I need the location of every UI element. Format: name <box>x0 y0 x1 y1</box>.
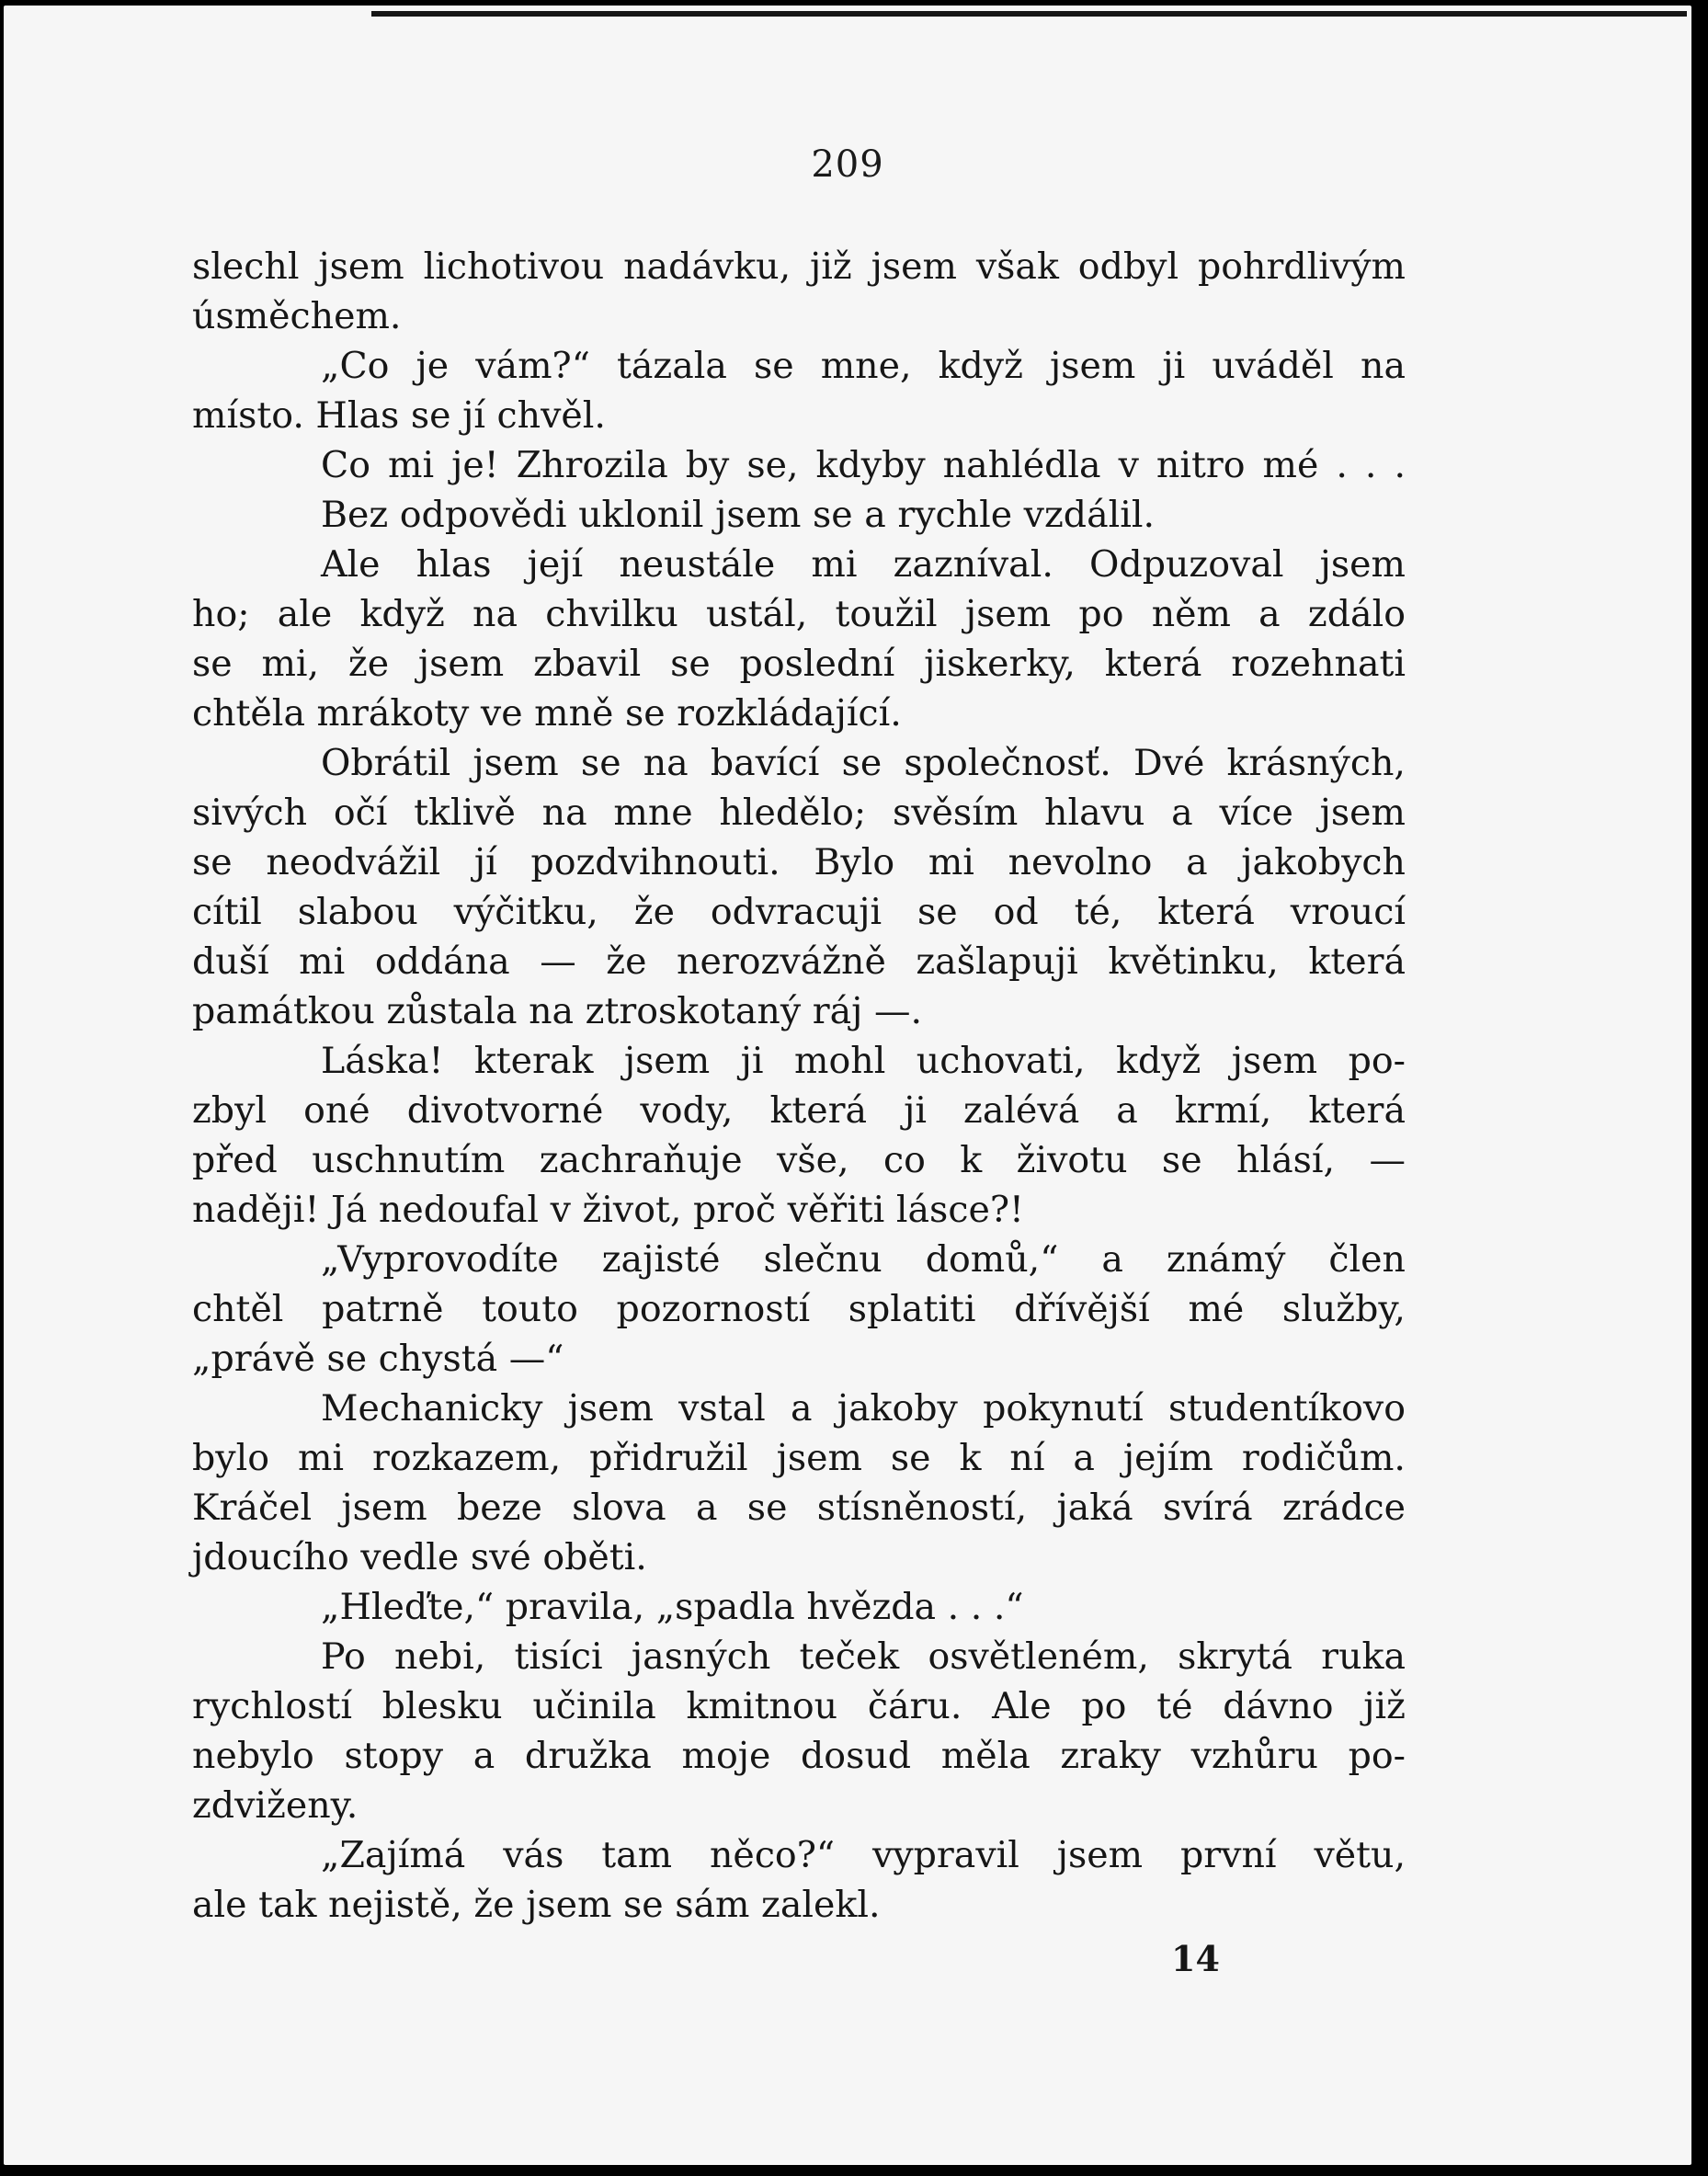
text-line: nebylo stopy a družka moje dosud měla zraky vzhůru po- <box>192 1735 1406 1777</box>
text-line: Mechanicky jsem vstal a jakoby pokynutí studentíkovo <box>321 1387 1406 1430</box>
text-line: památkou zůstala na ztroskotaný ráj —. <box>192 990 923 1032</box>
text-line: se mi, že jsem zbavil se poslední jiskerky, která rozehnati <box>192 643 1406 685</box>
text-line: bylo mi rozkazem, přidružil jsem se k ní a jejím rodičům. <box>192 1437 1406 1479</box>
text-line: cítil slabou výčitku, že odvracuji se od té, která vroucí <box>192 891 1406 933</box>
text-line: „Hleďte,“ pravila, „spadla hvězda . . .“ <box>321 1586 1024 1628</box>
text-line: Po nebi, tisíci jasných teček osvětleném, skrytá ruka <box>321 1635 1406 1678</box>
text-line: rychlostí blesku učinila kmitnou čáru. Ale po té dávno již <box>192 1685 1406 1727</box>
text-line: Ale hlas její neustále mi zazníval. Odpuzoval jsem <box>321 543 1406 586</box>
text-line: Co mi je! Zhrozila by se, kdyby nahlédla v nitro mé . . . <box>321 444 1406 486</box>
text-line: zbyl oné divotvorné vody, která ji zalévá a krmí, která <box>192 1089 1406 1132</box>
text-line: úsměchem. <box>192 295 402 337</box>
body-text <box>192 242 1406 1930</box>
text-line: „Vyprovodíte zajisté slečnu domů,“ a známý člen <box>321 1238 1406 1281</box>
text-line: slechl jsem lichotivou nadávku, již jsem však odbyl pohrdlivým <box>192 245 1406 288</box>
text-line: chtěla mrákoty ve mně se rozkládající. <box>192 692 902 735</box>
text-line: Láska! kterak jsem ji mohl uchovati, když jsem po- <box>321 1040 1406 1082</box>
text-line: Bez odpovědi uklonil jsem se a rychle vzdálil. <box>321 494 1156 536</box>
text-line: „Zajímá vás tam něco?“ vypravil jsem první větu, <box>321 1834 1406 1876</box>
text-line: sivých očí tklivě na mne hledělo; svěsím hlavu a více jsem <box>192 792 1406 834</box>
text-line: místo. Hlas se jí chvěl. <box>192 394 606 437</box>
signature-mark: 14 <box>1171 1938 1220 1979</box>
text-line: Kráčel jsem beze slova a se stísněností, jaká svírá zrádce <box>192 1487 1406 1529</box>
text-line: zdviženy. <box>192 1784 359 1827</box>
book-page <box>4 6 1691 2165</box>
text-line: se neodvážil jí pozdvihnouti. Bylo mi nevolno a jakobych <box>192 841 1406 883</box>
text-line: jdoucího vedle své oběti. <box>192 1536 647 1578</box>
text-line: ho; ale když na chvilku ustál, toužil jsem po něm a zdálo <box>192 593 1406 635</box>
top-edge-rule <box>371 11 1687 17</box>
text-line: duší mi oddána — že nerozvážně zašlapuji květinku, která <box>192 940 1406 983</box>
text-line: Obrátil jsem se na bavící se společnosť. Dvé krásných, <box>321 742 1406 784</box>
text-line: před uschnutím zachraňuje vše, co k životu se hlásí, — <box>192 1139 1406 1181</box>
text-line: chtěl patrně touto pozorností splatiti dřívější mé služby, <box>192 1288 1406 1330</box>
text-line: naději! Já nedoufal v život, proč věřiti lásce?! <box>192 1189 1024 1231</box>
page-number: 209 <box>811 143 884 186</box>
text-line: „Co je vám?“ tázala se mne, když jsem ji uváděl na <box>321 345 1406 387</box>
text-line: ale tak nejistě, že jsem se sám zalekl. <box>192 1884 881 1926</box>
text-line: „právě se chystá —“ <box>192 1338 564 1380</box>
